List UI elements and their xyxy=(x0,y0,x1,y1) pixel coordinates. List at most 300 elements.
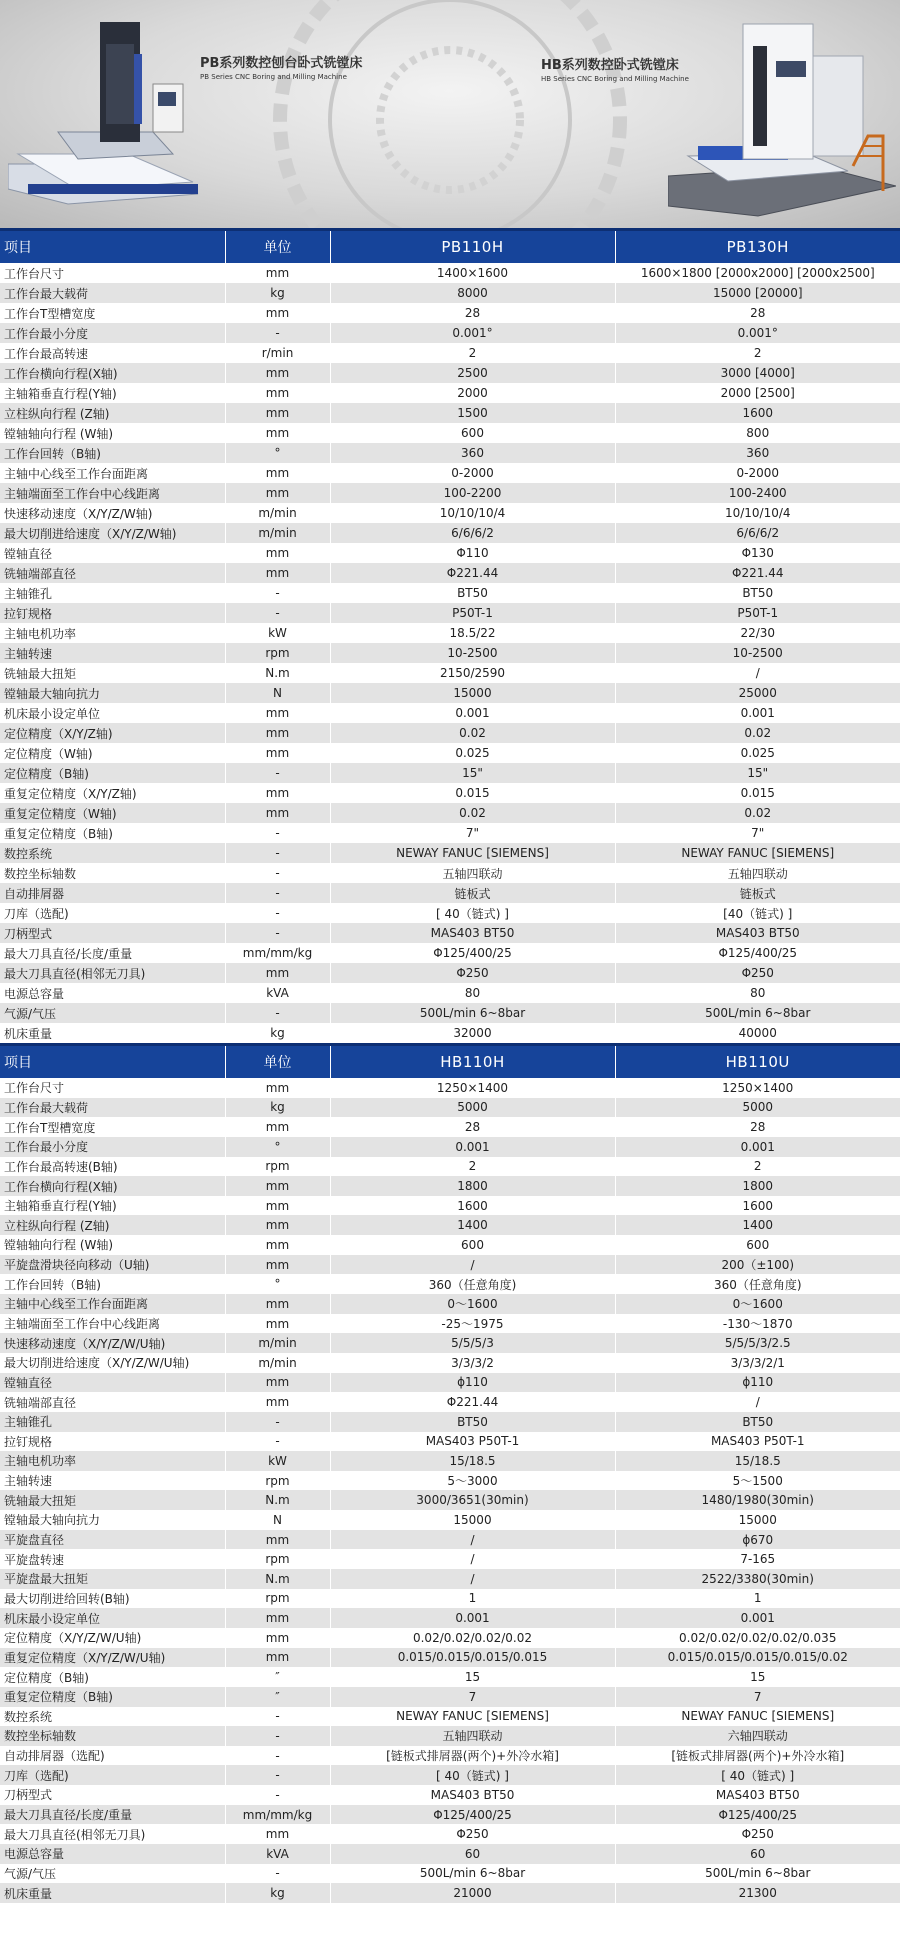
spec-value-a: 0.02 xyxy=(330,803,615,823)
table-row xyxy=(0,1569,900,1589)
spec-item: 刀柄型式 xyxy=(0,923,225,943)
spec-value-b: / xyxy=(615,1392,900,1412)
header-unit: 单位 xyxy=(225,1045,330,1079)
spec-item: 最大切削进给速度（X/Y/Z/W轴) xyxy=(0,523,225,543)
spec-value-a: 0～1600 xyxy=(330,1294,615,1314)
spec-item: 工作台最大载荷 xyxy=(0,1098,225,1118)
spec-unit: mm xyxy=(225,1824,330,1844)
spec-value-a: 1400 xyxy=(330,1215,615,1235)
spec-unit: mm xyxy=(225,1078,330,1098)
spec-unit: - xyxy=(225,1412,330,1432)
spec-unit: - xyxy=(225,843,330,863)
spec-value-b: ϕ110 xyxy=(615,1373,900,1393)
spec-item: 镗轴轴向行程 (W轴) xyxy=(0,423,225,443)
spec-unit: mm xyxy=(225,1648,330,1668)
spec-item: 镗轴直径 xyxy=(0,543,225,563)
spec-unit: - xyxy=(225,883,330,903)
pb-series-title xyxy=(200,52,362,81)
spec-value-a: 0.02 xyxy=(330,723,615,743)
spec-item: 工作台最高转速 xyxy=(0,343,225,363)
spec-item: 主轴箱垂直行程(Y轴) xyxy=(0,383,225,403)
spec-unit: - xyxy=(225,1432,330,1452)
spec-value-b: 2000 [2500] xyxy=(615,383,900,403)
spec-item: 平旋盘滑块径向移动（U轴) xyxy=(0,1255,225,1275)
table-row xyxy=(0,1274,900,1294)
table-row xyxy=(0,623,900,643)
table-row xyxy=(0,1608,900,1628)
spec-value-b: 2 xyxy=(615,1157,900,1177)
spec-unit: mm xyxy=(225,1176,330,1196)
spec-value-b: [ 40（链式) ] xyxy=(615,1765,900,1785)
spec-value-b: NEWAY FANUC [SIEMENS] xyxy=(615,843,900,863)
spec-unit: rpm xyxy=(225,1471,330,1491)
spec-unit: - xyxy=(225,863,330,883)
table-row xyxy=(0,843,900,863)
table-row xyxy=(0,1432,900,1452)
spec-value-b: Φ125/400/25 xyxy=(615,943,900,963)
table-row xyxy=(0,1864,900,1884)
spec-value-b: 0.001 xyxy=(615,703,900,723)
spec-unit: - xyxy=(225,903,330,923)
table-row xyxy=(0,1255,900,1275)
spec-item: 工作台横向行程(X轴) xyxy=(0,1176,225,1196)
spec-value-a: 五轴四联动 xyxy=(330,1726,615,1746)
spec-value-a: 10-2500 xyxy=(330,643,615,663)
spec-item: 镗轴直径 xyxy=(0,1373,225,1393)
spec-item: 主轴转速 xyxy=(0,1471,225,1491)
spec-unit: mm xyxy=(225,963,330,983)
spec-value-b: MAS403 BT50 xyxy=(615,1785,900,1805)
table-row xyxy=(0,823,900,843)
spec-unit: - xyxy=(225,603,330,623)
spec-value-b: 1800 xyxy=(615,1176,900,1196)
spec-value-a: Φ250 xyxy=(330,1824,615,1844)
spec-value-a: / xyxy=(330,1255,615,1275)
spec-value-a: 15000 xyxy=(330,1510,615,1530)
table-row xyxy=(0,1451,900,1471)
spec-value-a: 100-2200 xyxy=(330,483,615,503)
spec-unit: rpm xyxy=(225,1589,330,1609)
spec-unit: N xyxy=(225,683,330,703)
spec-unit: mm xyxy=(225,383,330,403)
hb-series-title xyxy=(541,54,689,83)
table-row xyxy=(0,1510,900,1530)
spec-value-a: ϕ110 xyxy=(330,1373,615,1393)
table-row xyxy=(0,483,900,503)
table-row xyxy=(0,1137,900,1157)
table-row xyxy=(0,1844,900,1864)
table-row xyxy=(0,1078,900,1098)
spec-value-b: 100-2400 xyxy=(615,483,900,503)
table-row xyxy=(0,783,900,803)
spec-item: 工作台回转（B轴) xyxy=(0,443,225,463)
spec-value-b: 3/3/3/2/1 xyxy=(615,1353,900,1373)
spec-unit: mm xyxy=(225,803,330,823)
table-row xyxy=(0,323,900,343)
spec-unit: kg xyxy=(225,1883,330,1903)
spec-value-b: 0.001 xyxy=(615,1137,900,1157)
spec-value-b: NEWAY FANUC [SIEMENS] xyxy=(615,1707,900,1727)
spec-item: 重复定位精度（B轴) xyxy=(0,1687,225,1707)
spec-unit: - xyxy=(225,323,330,343)
spec-value-b: 360（任意角度) xyxy=(615,1274,900,1294)
spec-value-b: [40（链式) ] xyxy=(615,903,900,923)
table-row xyxy=(0,343,900,363)
hb-series-title-cn: HB系列数控卧式铣镗床 xyxy=(541,58,679,73)
table-row xyxy=(0,1392,900,1412)
spec-value-b: 1480/1980(30min) xyxy=(615,1490,900,1510)
table-row xyxy=(0,1648,900,1668)
spec-value-a: Φ125/400/25 xyxy=(330,1805,615,1825)
spec-item: 最大刀具直径(相邻无刀具) xyxy=(0,963,225,983)
spec-item: 快速移动速度（X/Y/Z/W轴) xyxy=(0,503,225,523)
header-item: 项目 xyxy=(0,230,225,264)
spec-unit: mm xyxy=(225,263,330,283)
table-row xyxy=(0,463,900,483)
table-row xyxy=(0,403,900,423)
spec-value-a: 0-2000 xyxy=(330,463,615,483)
spec-item: 主轴端面至工作台中心线距离 xyxy=(0,483,225,503)
spec-unit: mm xyxy=(225,563,330,583)
table-row xyxy=(0,1023,900,1043)
spec-item: 气源/气压 xyxy=(0,1864,225,1884)
header-model-hb110h: HB110H xyxy=(330,1045,615,1079)
spec-item: 刀库（选配) xyxy=(0,1765,225,1785)
spec-value-a: 1 xyxy=(330,1589,615,1609)
spec-value-a: 21000 xyxy=(330,1883,615,1903)
spec-item: 主轴锥孔 xyxy=(0,1412,225,1432)
spec-value-b: 21300 xyxy=(615,1883,900,1903)
spec-item: 工作台最大载荷 xyxy=(0,283,225,303)
spec-value-a: 1600 xyxy=(330,1196,615,1216)
spec-value-a: 0.001 xyxy=(330,703,615,723)
spec-item: 铣轴最大扭矩 xyxy=(0,1490,225,1510)
spec-item: 铣轴端部直径 xyxy=(0,1392,225,1412)
spec-unit: mm xyxy=(225,543,330,563)
spec-value-a: MAS403 BT50 xyxy=(330,1785,615,1805)
table-row xyxy=(0,1215,900,1235)
table-row xyxy=(0,1883,900,1903)
spec-unit: mm xyxy=(225,1392,330,1412)
spec-value-b: 60 xyxy=(615,1844,900,1864)
table-row xyxy=(0,1353,900,1373)
spec-unit: ″ xyxy=(225,1667,330,1687)
spec-item: 机床最小设定单位 xyxy=(0,703,225,723)
spec-item: 平旋盘直径 xyxy=(0,1530,225,1550)
spec-item: 数控坐标轴数 xyxy=(0,863,225,883)
table-row xyxy=(0,1589,900,1609)
spec-value-b: 7 xyxy=(615,1687,900,1707)
spec-item: 数控坐标轴数 xyxy=(0,1726,225,1746)
spec-value-b: 80 xyxy=(615,983,900,1003)
spec-unit: m/min xyxy=(225,1353,330,1373)
spec-item: 刀柄型式 xyxy=(0,1785,225,1805)
table-row xyxy=(0,503,900,523)
spec-unit: mm xyxy=(225,723,330,743)
spec-unit: mm/mm/kg xyxy=(225,943,330,963)
spec-unit: ° xyxy=(225,1137,330,1157)
table-row xyxy=(0,643,900,663)
table-row xyxy=(0,703,900,723)
table-row xyxy=(0,283,900,303)
table-header-row xyxy=(0,230,900,264)
spec-unit: - xyxy=(225,1726,330,1746)
spec-unit: - xyxy=(225,1003,330,1023)
spec-unit: m/min xyxy=(225,503,330,523)
table-row xyxy=(0,1805,900,1825)
table-row xyxy=(0,763,900,783)
spec-item: 气源/气压 xyxy=(0,1003,225,1023)
spec-value-a: 1500 xyxy=(330,403,615,423)
table-row xyxy=(0,1003,900,1023)
table-row xyxy=(0,923,900,943)
spec-value-b: 15000 [20000] xyxy=(615,283,900,303)
table-row xyxy=(0,943,900,963)
table-row xyxy=(0,1628,900,1648)
pb-machine-image xyxy=(8,14,208,214)
spec-value-a: 7 xyxy=(330,1687,615,1707)
spec-unit: mm xyxy=(225,1117,330,1137)
spec-value-b: 6/6/6/2 xyxy=(615,523,900,543)
spec-value-a: Φ250 xyxy=(330,963,615,983)
table-row xyxy=(0,1490,900,1510)
table-row xyxy=(0,543,900,563)
header-model-pb130h: PB130H xyxy=(615,230,900,264)
spec-unit: ° xyxy=(225,1274,330,1294)
hb-machine-image xyxy=(668,16,896,226)
spec-value-a: 0.001° xyxy=(330,323,615,343)
spec-value-a: -25～1975 xyxy=(330,1314,615,1334)
table-row xyxy=(0,963,900,983)
spec-value-a: 360 xyxy=(330,443,615,463)
spec-value-b: 10/10/10/4 xyxy=(615,503,900,523)
spec-value-b: 0.02 xyxy=(615,723,900,743)
spec-unit: - xyxy=(225,1707,330,1727)
spec-value-a: 1800 xyxy=(330,1176,615,1196)
spec-value-a: 链板式 xyxy=(330,883,615,903)
spec-value-b: 22/30 xyxy=(615,623,900,643)
spec-value-a: NEWAY FANUC [SIEMENS] xyxy=(330,843,615,863)
spec-unit: mm xyxy=(225,1255,330,1275)
spec-item: 自动排屑器（选配) xyxy=(0,1746,225,1766)
spec-value-b: 25000 xyxy=(615,683,900,703)
spec-value-b: 0.02 xyxy=(615,803,900,823)
hb-series-title-en: HB Series CNC Boring and Milling Machine xyxy=(541,75,689,83)
table-row xyxy=(0,1667,900,1687)
spec-value-b: -130～1870 xyxy=(615,1314,900,1334)
table-row xyxy=(0,1333,900,1353)
table-row xyxy=(0,443,900,463)
spec-value-a: 0.001 xyxy=(330,1137,615,1157)
spec-item: 工作台横向行程(X轴) xyxy=(0,363,225,383)
spec-unit: - xyxy=(225,763,330,783)
table-row xyxy=(0,863,900,883)
spec-value-b: 1400 xyxy=(615,1215,900,1235)
table-row xyxy=(0,1726,900,1746)
table-row xyxy=(0,1412,900,1432)
spec-unit: mm xyxy=(225,1215,330,1235)
spec-item: 主轴电机功率 xyxy=(0,623,225,643)
spec-unit: m/min xyxy=(225,523,330,543)
spec-value-a: BT50 xyxy=(330,583,615,603)
spec-unit: mm xyxy=(225,363,330,383)
spec-unit: - xyxy=(225,1746,330,1766)
spec-value-b: 0.025 xyxy=(615,743,900,763)
spec-item: 刀库（选配) xyxy=(0,903,225,923)
spec-unit: kg xyxy=(225,1098,330,1118)
spec-unit: mm xyxy=(225,743,330,763)
spec-unit: mm xyxy=(225,703,330,723)
table-row xyxy=(0,1687,900,1707)
table-row xyxy=(0,983,900,1003)
spec-item: 重复定位精度（X/Y/Z/W/U轴) xyxy=(0,1648,225,1668)
spec-value-a: 2 xyxy=(330,343,615,363)
table-row xyxy=(0,743,900,763)
table-row xyxy=(0,583,900,603)
spec-value-a: 15/18.5 xyxy=(330,1451,615,1471)
spec-value-a: 500L/min 6~8bar xyxy=(330,1003,615,1023)
spec-unit: rpm xyxy=(225,643,330,663)
table-row xyxy=(0,1785,900,1805)
spec-value-b: 600 xyxy=(615,1235,900,1255)
spec-unit: mm xyxy=(225,1235,330,1255)
spec-unit: mm xyxy=(225,1373,330,1393)
spec-item: 工作台最小分度 xyxy=(0,1137,225,1157)
spec-value-a: 3000/3651(30min) xyxy=(330,1490,615,1510)
spec-item: 平旋盘最大扭矩 xyxy=(0,1569,225,1589)
spec-item: 工作台回转（B轴) xyxy=(0,1274,225,1294)
spec-value-a: / xyxy=(330,1530,615,1550)
spec-item: 重复定位精度（B轴) xyxy=(0,823,225,843)
spec-value-a: 5～3000 xyxy=(330,1471,615,1491)
spec-item: 主轴锥孔 xyxy=(0,583,225,603)
spec-unit: - xyxy=(225,583,330,603)
spec-value-a: 28 xyxy=(330,1117,615,1137)
spec-value-b: 5～1500 xyxy=(615,1471,900,1491)
spec-item: 定位精度（X/Y/Z/W/U轴) xyxy=(0,1628,225,1648)
table-row xyxy=(0,723,900,743)
spec-value-b: 3000 [4000] xyxy=(615,363,900,383)
spec-value-b: 28 xyxy=(615,303,900,323)
spec-unit: r/min xyxy=(225,343,330,363)
pb-series-title-cn: PB系列数控刨台卧式铣镗床 xyxy=(200,56,363,71)
spec-unit: ″ xyxy=(225,1687,330,1707)
spec-item: 立柱纵向行程 (Z轴) xyxy=(0,1215,225,1235)
spec-value-b: 0～1600 xyxy=(615,1294,900,1314)
spec-unit: N xyxy=(225,1510,330,1530)
spec-value-a: 0.001 xyxy=(330,1608,615,1628)
spec-value-b: Φ125/400/25 xyxy=(615,1805,900,1825)
pb-spec-table xyxy=(0,228,900,1043)
spec-value-a: 6/6/6/2 xyxy=(330,523,615,543)
spec-value-b: 800 xyxy=(615,423,900,443)
spec-value-b: 五轴四联动 xyxy=(615,863,900,883)
spec-unit: mm xyxy=(225,1608,330,1628)
table-row xyxy=(0,523,900,543)
spec-value-a: [ 40（链式) ] xyxy=(330,903,615,923)
spec-unit: kW xyxy=(225,623,330,643)
spec-item: 定位精度（B轴) xyxy=(0,1667,225,1687)
table-row xyxy=(0,1471,900,1491)
spec-value-a: 60 xyxy=(330,1844,615,1864)
spec-value-b: 5000 xyxy=(615,1098,900,1118)
spec-item: 重复定位精度（X/Y/Z轴) xyxy=(0,783,225,803)
spec-value-a: MAS403 BT50 xyxy=(330,923,615,943)
spec-value-b: 15000 xyxy=(615,1510,900,1530)
spec-item: 工作台T型槽宽度 xyxy=(0,303,225,323)
table-row xyxy=(0,683,900,703)
spec-value-b: 15 xyxy=(615,1667,900,1687)
spec-item: 工作台T型槽宽度 xyxy=(0,1117,225,1137)
spec-value-b: 7-165 xyxy=(615,1549,900,1569)
table-row xyxy=(0,1549,900,1569)
spec-item: 机床重量 xyxy=(0,1883,225,1903)
table-row xyxy=(0,1530,900,1550)
header-model-pb110h: PB110H xyxy=(330,230,615,264)
spec-value-b: P50T-1 xyxy=(615,603,900,623)
table-row xyxy=(0,603,900,623)
spec-unit: N.m xyxy=(225,1490,330,1510)
spec-unit: N.m xyxy=(225,1569,330,1589)
header-item: 项目 xyxy=(0,1045,225,1079)
spec-value-a: 2150/2590 xyxy=(330,663,615,683)
spec-value-b: 40000 xyxy=(615,1023,900,1043)
spec-unit: - xyxy=(225,1765,330,1785)
spec-value-a: 0.015 xyxy=(330,783,615,803)
spec-value-a: 28 xyxy=(330,303,615,323)
spec-value-b: 0.001° xyxy=(615,323,900,343)
spec-value-a: 15 xyxy=(330,1667,615,1687)
spec-value-b: 链板式 xyxy=(615,883,900,903)
table-row xyxy=(0,1176,900,1196)
table-header-row xyxy=(0,1045,900,1079)
spec-value-b: 六轴四联动 xyxy=(615,1726,900,1746)
spec-unit: mm xyxy=(225,1628,330,1648)
spec-value-b: 0.02/0.02/0.02/0.02/0.035 xyxy=(615,1628,900,1648)
spec-unit: mm xyxy=(225,1196,330,1216)
spec-value-a: 0.025 xyxy=(330,743,615,763)
header-unit: 单位 xyxy=(225,230,330,264)
spec-item: 定位精度（W轴) xyxy=(0,743,225,763)
hb-spec-table xyxy=(0,1043,900,1903)
spec-value-a: 0.02/0.02/0.02/0.02 xyxy=(330,1628,615,1648)
spec-unit: kg xyxy=(225,1023,330,1043)
spec-item: 数控系统 xyxy=(0,843,225,863)
spec-value-a: 15" xyxy=(330,763,615,783)
table-row xyxy=(0,423,900,443)
table-row xyxy=(0,1314,900,1334)
table-row xyxy=(0,883,900,903)
spec-value-a: Φ110 xyxy=(330,543,615,563)
table-row xyxy=(0,1157,900,1177)
spec-value-b: 28 xyxy=(615,1117,900,1137)
spec-value-a: BT50 xyxy=(330,1412,615,1432)
spec-unit: - xyxy=(225,1864,330,1884)
spec-value-a: 0.015/0.015/0.015/0.015 xyxy=(330,1648,615,1668)
spec-item: 数控系统 xyxy=(0,1707,225,1727)
spec-value-b: ϕ670 xyxy=(615,1530,900,1550)
spec-unit: rpm xyxy=(225,1549,330,1569)
spec-unit: mm xyxy=(225,1530,330,1550)
spec-item: 铣轴端部直径 xyxy=(0,563,225,583)
spec-item: 主轴转速 xyxy=(0,643,225,663)
spec-value-b: 1250×1400 xyxy=(615,1078,900,1098)
spec-value-a: 500L/min 6~8bar xyxy=(330,1864,615,1884)
spec-value-a: 5000 xyxy=(330,1098,615,1118)
spec-unit: m/min xyxy=(225,1333,330,1353)
spec-value-b: 500L/min 6~8bar xyxy=(615,1864,900,1884)
spec-value-a: 2 xyxy=(330,1157,615,1177)
